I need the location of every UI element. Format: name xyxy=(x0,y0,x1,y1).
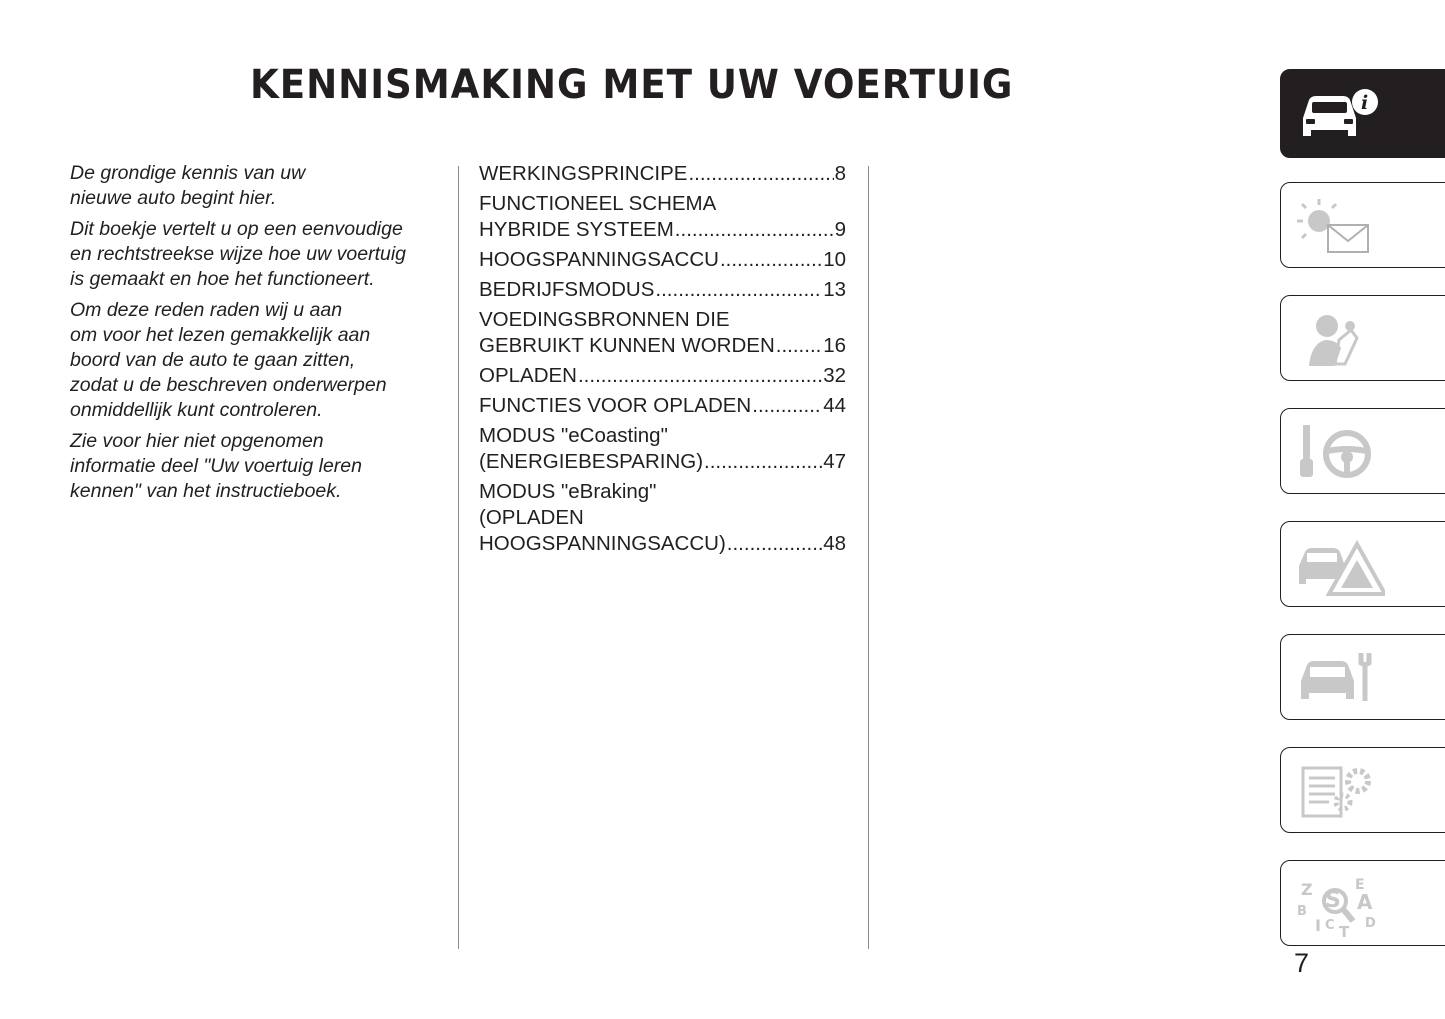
intro-paragraph: De grondige kennis van uw nieuwe auto begint hier. xyxy=(70,162,306,209)
toc-entry-line: VOEDINGSBRONNEN DIE xyxy=(479,308,730,331)
toc-leader-dots xyxy=(704,449,822,475)
toc-entry-page: 9 xyxy=(834,218,846,241)
car-info-icon xyxy=(1295,78,1385,148)
toc-entry-title: GEBRUIKT KUNNEN WORDEN xyxy=(479,334,775,357)
toc-leader-dots xyxy=(578,363,822,389)
toc-entry-title: HYBRIDE SYSTEEM xyxy=(479,218,674,241)
tab-starting-driving[interactable] xyxy=(1280,408,1445,494)
key-steering-wheel-icon xyxy=(1295,417,1385,487)
toc-entry-title: HOOGSPANNINGSACCU xyxy=(479,248,719,271)
toc-entry-title-row xyxy=(479,363,846,389)
toc-entry-line: FUNCTIONEEL SCHEMA xyxy=(479,192,717,215)
toc-entry[interactable] xyxy=(479,161,846,187)
index-letter: D xyxy=(1365,916,1376,931)
car-maintenance-icon xyxy=(1295,643,1385,713)
toc-entry-title-row xyxy=(479,161,846,187)
column-divider xyxy=(868,166,869,949)
toc-entry-line: (OPLADEN xyxy=(479,506,584,529)
index-letter: C xyxy=(1325,918,1335,933)
toc-entry[interactable] xyxy=(479,423,846,475)
technical-data-icon xyxy=(1295,756,1385,826)
toc-entry-title-row xyxy=(479,531,846,557)
tab-car-info[interactable] xyxy=(1280,69,1445,158)
toc-leader-dots xyxy=(688,161,833,187)
emergency-car-triangle-icon xyxy=(1295,530,1385,600)
toc-entry-line: MODUS "eCoasting" xyxy=(479,424,668,447)
toc-entry-title: WERKINGSPRINCIPE xyxy=(479,162,688,185)
toc-entry-page: 47 xyxy=(823,450,846,473)
toc-entry-page: 16 xyxy=(823,334,846,357)
page-number: 7 xyxy=(1294,948,1310,978)
index-letter: B xyxy=(1297,904,1307,919)
toc-entry-page: 44 xyxy=(823,394,846,417)
toc-leader-dots xyxy=(720,247,822,273)
toc-entry-title-row xyxy=(479,247,846,273)
index-letter: Z xyxy=(1301,880,1313,899)
toc-leader-dots xyxy=(752,393,822,419)
toc-entry[interactable] xyxy=(479,307,846,359)
toc-entry[interactable] xyxy=(479,393,846,419)
tab-safety[interactable] xyxy=(1280,295,1445,381)
index-letter: I xyxy=(1315,916,1321,935)
toc-entry-title-row xyxy=(479,393,846,419)
toc-entry-title-row xyxy=(479,449,846,475)
tab-maintenance[interactable] xyxy=(1280,634,1445,720)
column-divider xyxy=(458,166,459,949)
toc-entry-page: 32 xyxy=(823,364,846,387)
tab-emergency[interactable] xyxy=(1280,521,1445,607)
intro-paragraph: Om deze reden raden wij u aan om voor het lezen gemakkelijk aan boord van de auto te gaan zitten, zodat u de beschreven onderwerpen onmiddellijk kunt controleren. xyxy=(70,299,387,421)
index-letter: A xyxy=(1357,890,1373,914)
toc-leader-dots xyxy=(727,531,822,557)
toc-entry-title-row xyxy=(479,277,846,303)
svg-text:i: i xyxy=(1361,92,1369,114)
intro-paragraph: Zie voor hier niet opgenomen informatie deel "Uw voertuig leren kennen" van het instructieboek. xyxy=(70,430,362,502)
toc-entry-title: (ENERGIEBESPARING) xyxy=(479,450,704,473)
table-of-contents xyxy=(479,161,846,561)
tab-warning-lights-messages[interactable] xyxy=(1280,182,1445,268)
tab-technical-data[interactable] xyxy=(1280,747,1445,833)
toc-entry-page: 10 xyxy=(823,248,846,271)
index-letter: S xyxy=(1325,888,1341,913)
index-letter: T xyxy=(1339,923,1350,939)
toc-entry[interactable] xyxy=(479,247,846,273)
toc-entry-title: BEDRIJFSMODUS xyxy=(479,278,655,301)
intro-paragraph: Dit boekje vertelt u op een eenvoudige en rechtstreekse wijze hoe uw voertuig is gemaakt en hoe het functioneert. xyxy=(70,218,407,290)
page-title: KENNISMAKING MET UW VOERTUIG xyxy=(250,62,1014,108)
toc-entry[interactable] xyxy=(479,277,846,303)
toc-leader-dots xyxy=(655,277,822,303)
toc-entry-title: OPLADEN xyxy=(479,364,577,387)
toc-entry-title: HOOGSPANNINGSACCU) xyxy=(479,532,726,555)
toc-entry-title-row xyxy=(479,217,846,243)
alphabetical-index-icon xyxy=(1295,869,1385,939)
toc-leader-dots xyxy=(776,333,822,359)
toc-entry[interactable] xyxy=(479,479,846,557)
warning-lights-messages-icon xyxy=(1295,191,1385,261)
toc-entry[interactable] xyxy=(479,191,846,243)
safety-airbag-icon xyxy=(1295,304,1385,374)
toc-entry[interactable] xyxy=(479,363,846,389)
toc-entry-title: FUNCTIES VOOR OPLADEN xyxy=(479,394,752,417)
toc-entry-page: 48 xyxy=(823,532,846,555)
tab-index[interactable] xyxy=(1280,860,1445,946)
toc-leader-dots xyxy=(675,217,834,243)
toc-entry-line: MODUS "eBraking" xyxy=(479,480,657,503)
toc-entry-title-row xyxy=(479,333,846,359)
toc-entry-page: 8 xyxy=(834,162,846,185)
toc-entry-page: 13 xyxy=(823,278,846,301)
index-letter: E xyxy=(1355,877,1365,893)
intro-text xyxy=(70,161,440,510)
